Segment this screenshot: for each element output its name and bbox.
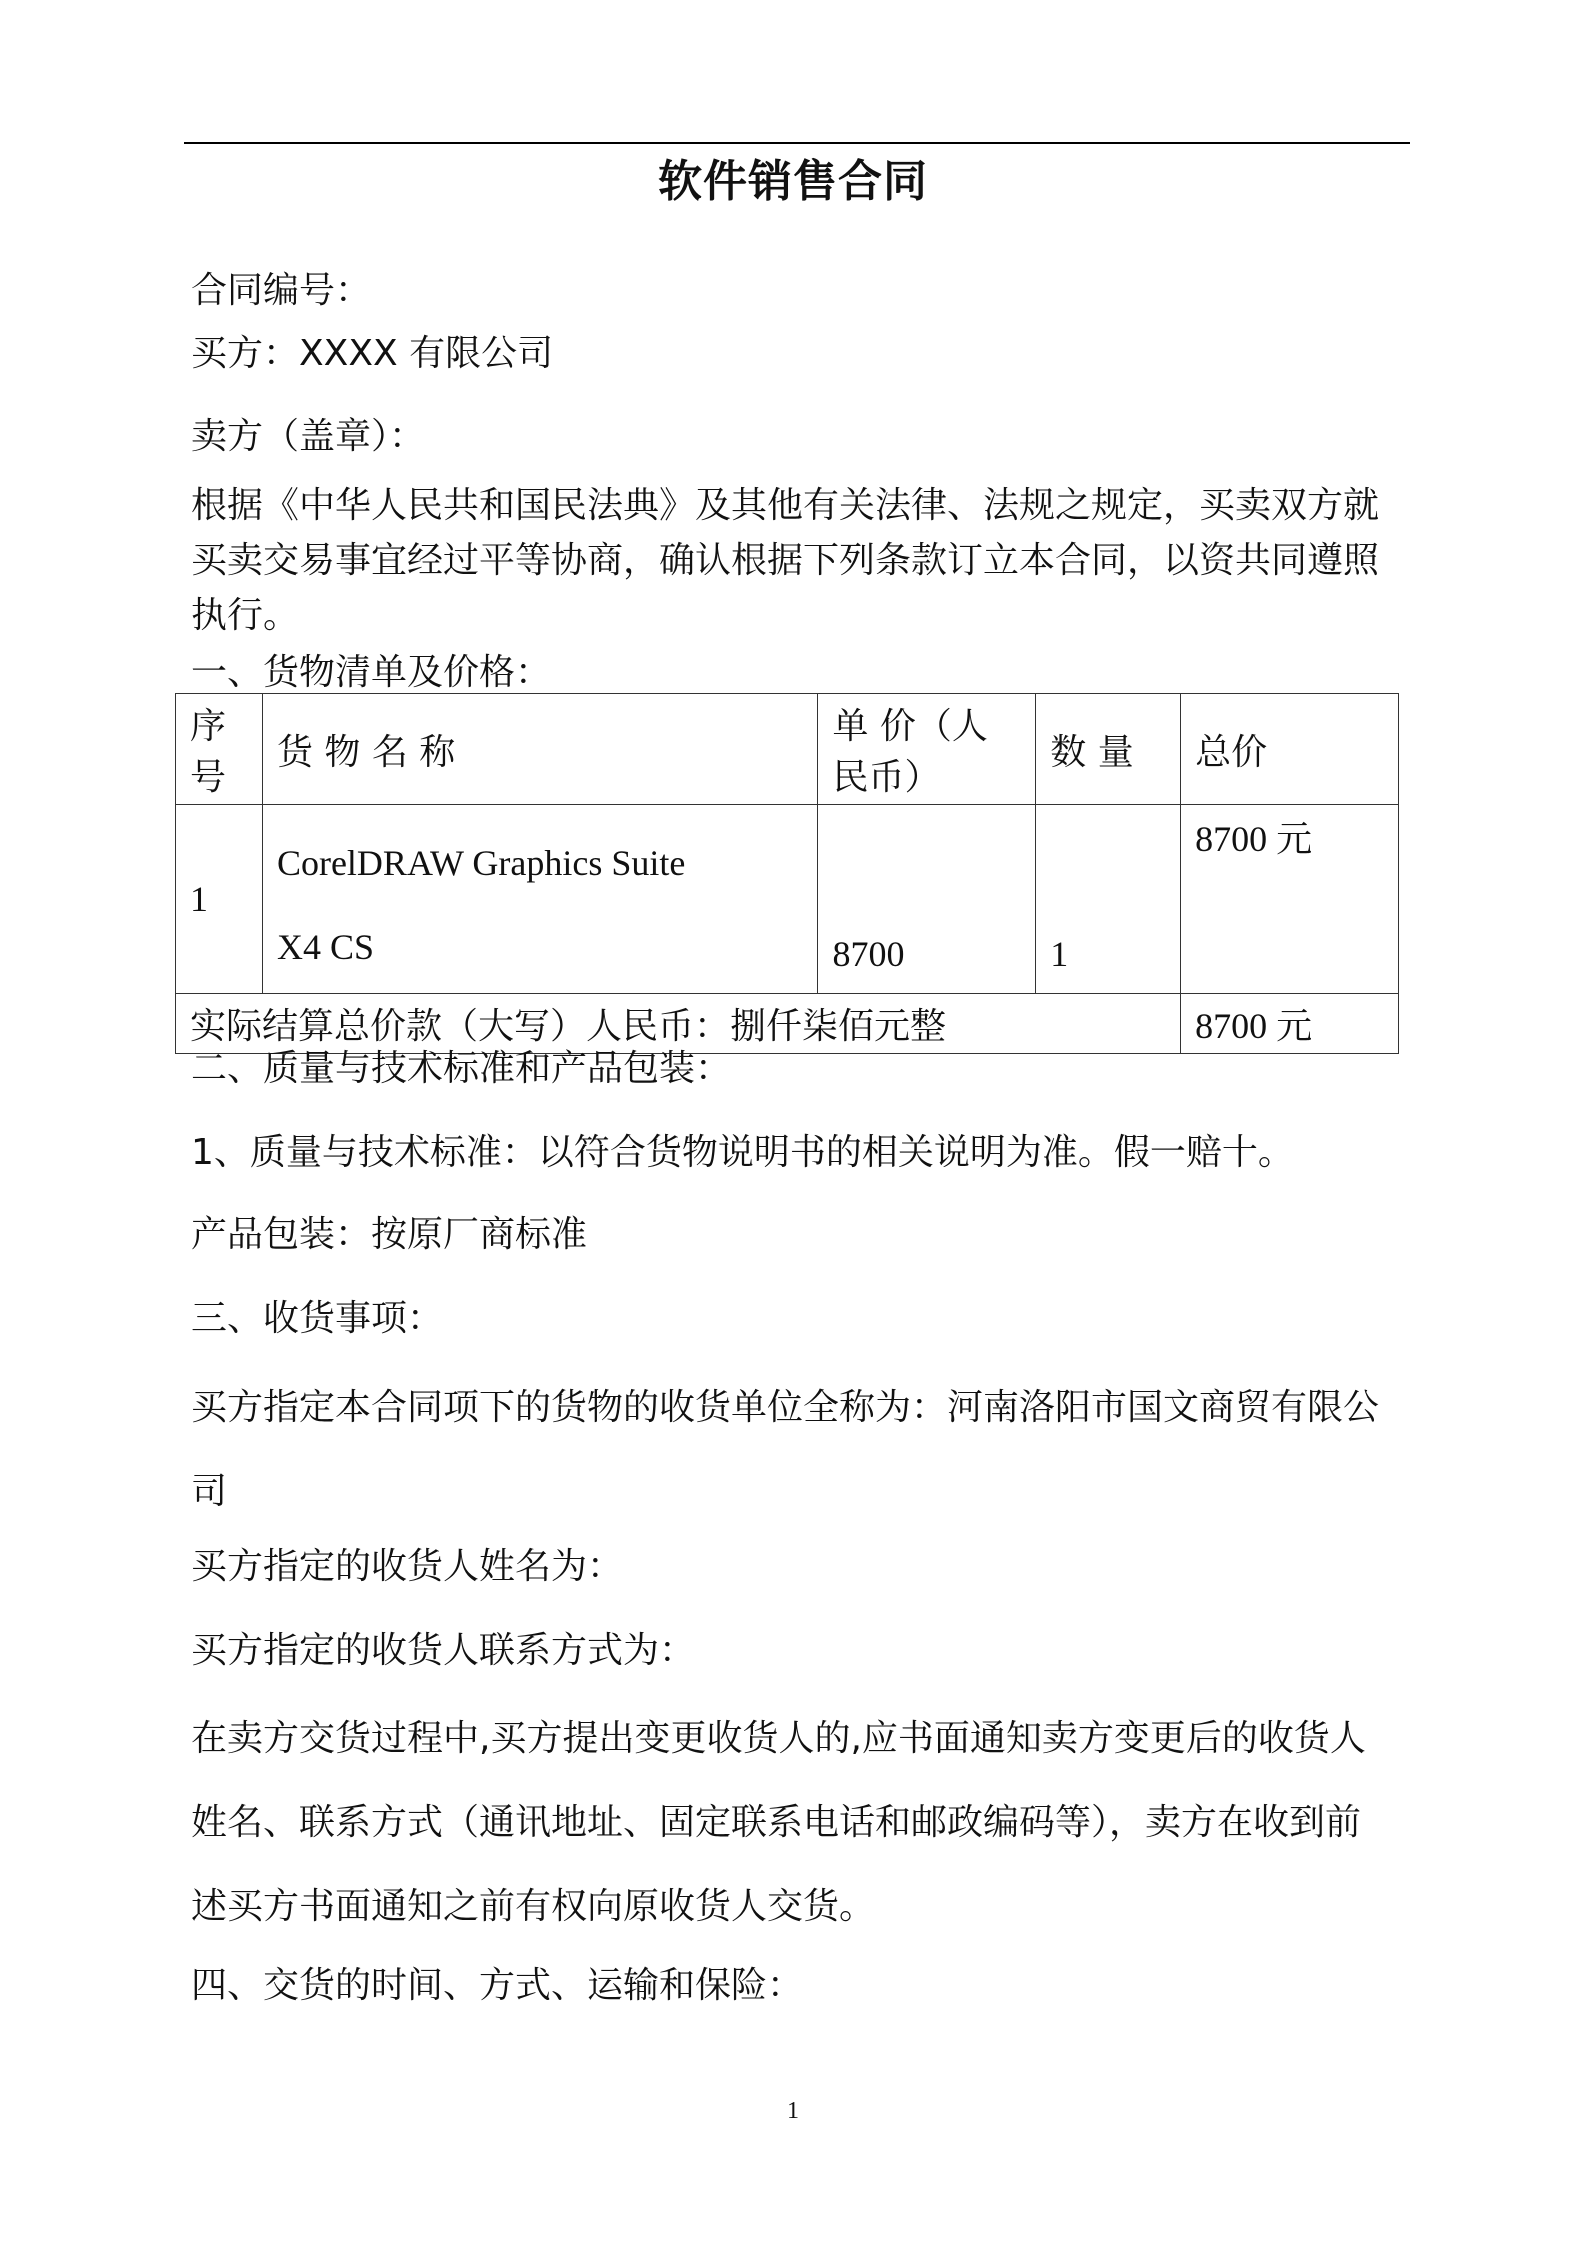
cell-no: 1	[176, 805, 263, 994]
cell-name	[262, 805, 817, 994]
section2-heading: 二、质量与技术标准和产品包装：	[191, 1048, 732, 1089]
table-row	[176, 805, 1399, 994]
header-unit-price: 单 价（人民币）	[818, 694, 1036, 805]
receiver-unit: 买方指定本合同项下的货物的收货单位全称为：河南洛阳市国文商贸有限公司	[191, 1387, 1380, 1512]
section3-heading: 三、收货事项：	[191, 1298, 444, 1339]
cell-name-line1: CorelDRAW Graphics Suite	[276, 843, 686, 883]
table-header-row	[176, 694, 1399, 805]
quality-standard: 1、质量与技术标准：以符合货物说明书的相关说明为准。假一赔十。	[191, 1132, 1294, 1173]
page-title: 软件销售合同	[658, 156, 928, 207]
receiver-contact: 买方指定的收货人联系方式为：	[191, 1630, 696, 1671]
header-no: 序号	[176, 694, 263, 805]
cell-name-line2: X4 CS	[276, 927, 374, 967]
seller-line: 卖方（盖章）：	[191, 416, 426, 457]
page-number: 1	[787, 2098, 799, 2124]
cell-quantity: 1	[1036, 805, 1181, 994]
summary-label: 实际结算总价款（大写）人民币：捌仟柒佰元整	[176, 994, 1181, 1054]
packaging: 产品包装：按原厂商标准	[191, 1214, 588, 1255]
receiver-name: 买方指定的收货人姓名为：	[191, 1546, 624, 1587]
intro-paragraph: 根据《中华人民共和国民法典》及其他有关法律、法规之规定，买卖双方就买卖交易事宜经过平等协商，确认根据下列条款订立本合同，以资共同遵照执行。	[191, 485, 1380, 636]
header-quantity: 数 量	[1036, 694, 1181, 805]
cell-unit-price: 8700	[818, 805, 1036, 994]
buyer-line: 买方：XXXX 有限公司	[191, 333, 554, 374]
contract-number: 合同编号：	[191, 270, 372, 311]
change-notice: 在卖方交货过程中,买方提出变更收货人的,应书面通知卖方变更后的收货人姓名、联系方式（通讯地址、固定联系电话和邮政编码等），卖方在收到前述买方书面通知之前有权向原收货人交货。	[191, 1718, 1366, 1927]
section1-heading: 一、货物清单及价格：	[191, 652, 552, 693]
header-rule	[184, 142, 1410, 144]
header-name: 货 物 名 称	[262, 694, 817, 805]
section4-heading: 四、交货的时间、方式、运输和保险：	[191, 1965, 804, 2006]
cell-total: 8700 元	[1181, 805, 1399, 994]
goods-table	[175, 693, 1399, 1054]
header-total: 总价	[1181, 694, 1399, 805]
summary-total: 8700 元	[1181, 994, 1399, 1054]
